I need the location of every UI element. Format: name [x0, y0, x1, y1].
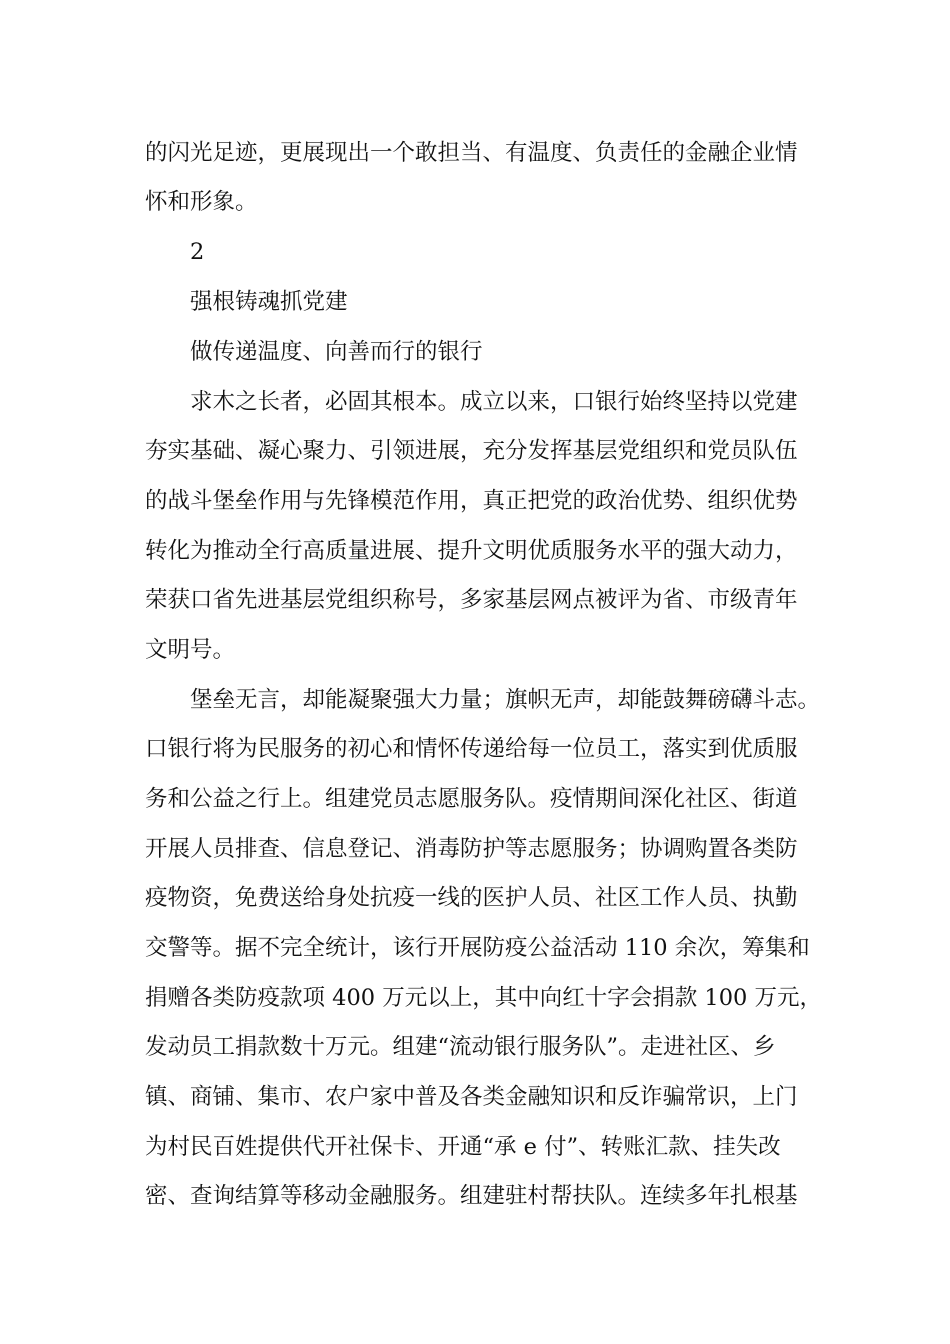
text-line: 转化为推动全行高质量进展、提升文明优质服务水平的强大动力， — [145, 538, 798, 564]
text-line: 发动员工捐款数十万元。组建“流动银行服务队”。走进社区、乡 — [145, 1034, 776, 1060]
text-line: 的战斗堡垒作用与先锋模范作用，真正把党的政治优势、组织优势 — [145, 488, 798, 514]
text-line: 文明号。 — [145, 637, 236, 663]
text-line: 开展人员排查、信息登记、消毒防护等志愿服务；协调购置各类防 — [145, 836, 798, 862]
text-line: 镇、商铺、集市、农户家中普及各类金融知识和反诈骗常识，上门 — [145, 1084, 798, 1110]
text-line: 疫物资，免费送给身处抗疫一线的医护人员、社区工作人员、执勤 — [145, 885, 798, 911]
text-line: 求木之长者，必固其根本。成立以来，口银行始终坚持以党建 — [190, 389, 798, 415]
text-line: 交警等。据不完全统计，该行开展防疫公益活动 110 余次，筹集和 — [145, 935, 810, 961]
text-line: 密、查询结算等移动金融服务。组建驻村帮扶队。连续多年扎根基 — [145, 1183, 798, 1209]
text-line: 堡垒无言，却能凝聚强大力量；旗帜无声，却能鼓舞磅礴斗志。 — [190, 687, 821, 713]
text-line: 口银行将为民服务的初心和情怀传递给每一位员工，落实到优质服 — [145, 736, 798, 762]
text-line: 荣获口省先进基层党组织称号，多家基层网点被评为省、市级青年 — [145, 587, 798, 613]
text-line: 捐赠各类防疫款项 400 万元以上，其中向红十字会捐款 100 万元， — [145, 985, 823, 1011]
text-line: 为村民百姓提供代开社保卡、开通“承 e 付”、转账汇款、挂失改 — [145, 1134, 781, 1160]
text-line: 夯实基础、凝心聚力、引领进展，充分发挥基层党组织和党员队伍 — [145, 438, 798, 464]
section-subtitle: 做传递温度、向善而行的银行 — [190, 339, 483, 365]
text-line: 怀和形象。 — [145, 189, 258, 215]
section-title: 强根铸魂抓党建 — [190, 289, 348, 315]
text-line: 的闪光足迹，更展现出一个敢担当、有温度、负责任的金融企业情 — [145, 140, 798, 166]
text-line: 务和公益之行上。组建党员志愿服务队。疫情期间深化社区、街道 — [145, 786, 798, 812]
section-number: 2 — [190, 239, 205, 265]
